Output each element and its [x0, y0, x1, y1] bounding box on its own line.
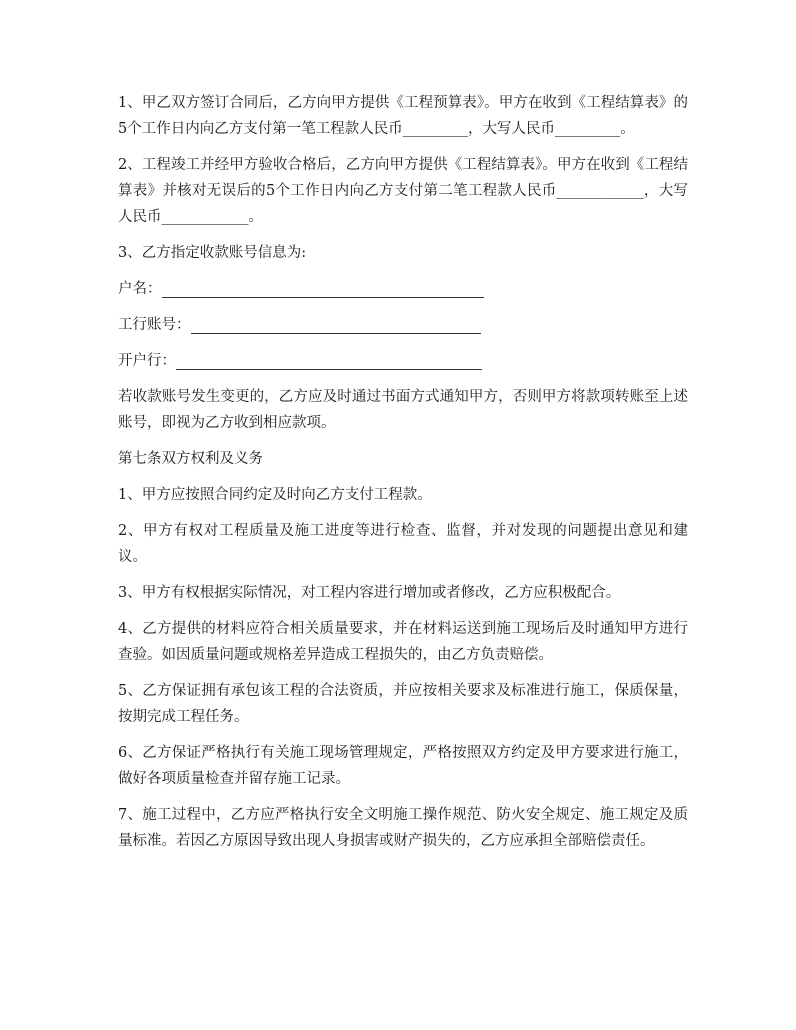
payment-clause-2: 2、工程竣工并经甲方验收合格后，乙方向甲方提供《工程结算表》。甲方在收到《工程结算表》并核对无误后的5个工作日内向乙方支付第二笔工程款人民币____________，大写人民币____________。: [118, 157, 688, 225]
article-7-item-7: 7、施工过程中，乙方应严格执行安全文明施工操作规范、防火安全规定、施工规定及质量标准。若因乙方原因导致出现人身损害或财产损失的，乙方应承担全部赔偿责任。: [118, 807, 688, 849]
bank-row: [118, 348, 688, 374]
payment-clause-3: 3、乙方指定收款账号信息为:: [118, 245, 307, 261]
account-change-clause: 若收款账号发生变更的，乙方应及时通过书面方式通知甲方，否则甲方将款项转账至上述账号，即视为乙方收到相应款项。: [118, 389, 688, 431]
bank-blank: [176, 351, 482, 370]
account-name-blank: [162, 279, 484, 298]
payment-clause-1: 1、甲乙双方签订合同后，乙方向甲方提供《工程预算表》。甲方在收到《工程结算表》的5个工作日内向乙方支付第一笔工程款人民币_________，大写人民币_________。: [118, 95, 688, 137]
article-7-item-1: 1、甲方应按照合同约定及时向乙方支付工程款。: [118, 487, 432, 503]
bank-label: 开户行：: [118, 353, 176, 369]
bank-account-blank: [191, 315, 481, 334]
article-7-item-2: 2、甲方有权对工程质量及施工进度等进行检查、监督，并对发现的问题提出意见和建议。: [118, 523, 688, 565]
account-name-label: 户名：: [118, 281, 162, 297]
bank-account-label: 工行账号：: [118, 317, 191, 333]
article-7-item-4: 4、乙方提供的材料应符合相关质量要求，并在材料运送到施工现场后及时通知甲方进行查验。如因质量问题或规格差异造成工程损失的，由乙方负责赔偿。: [118, 621, 688, 663]
article-7-item-5: 5、乙方保证拥有承包该工程的合法资质，并应按相关要求及标准进行施工，保质保量，按期完成工程任务。: [118, 683, 688, 725]
article-7-item-3: 3、甲方有权根据实际情况，对工程内容进行增加或者修改，乙方应积极配合。: [118, 585, 621, 601]
article-7-item-6: 6、乙方保证严格执行有关施工现场管理规定，严格按照双方约定及甲方要求进行施工，做好各项质量检查并留存施工记录。: [118, 745, 688, 787]
document-page: [118, 90, 688, 864]
account-name-row: [118, 276, 688, 302]
article-7-title: 第七条双方权利及义务: [118, 451, 263, 467]
bank-account-row: [118, 312, 688, 338]
